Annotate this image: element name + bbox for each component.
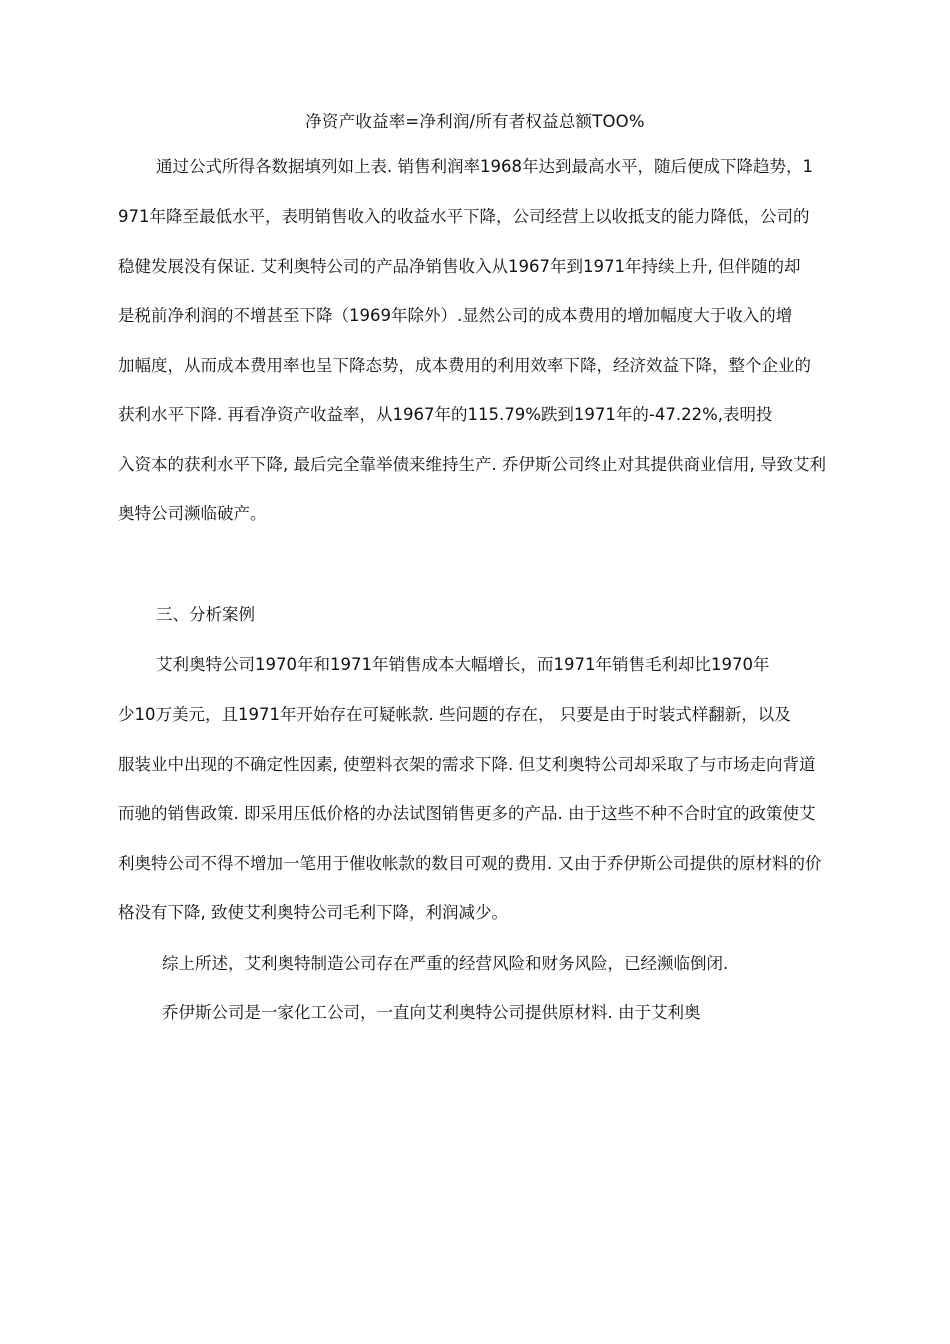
paragraph-line: 乔伊斯公司是一家化工公司，一直向艾利奥特公司提供原材料. 由于艾利奥	[162, 1003, 701, 1022]
paragraph-line: 是税前净利润的不增甚至下降（1969年除外）.显然公司的成本费用的增加幅度大于收入的增	[118, 306, 793, 325]
paragraph-line: 入资本的获利水平下降, 最后完全靠举债来维持生产. 乔伊斯公司终止对其提供商业信用, 导致艾利	[118, 455, 826, 474]
paragraph-line: 971年降至最低水平，表明销售收入的收益水平下降，公司经营上以收抵支的能力降低，公司的	[118, 207, 810, 226]
paragraph-line: 奥特公司濒临破产。	[118, 504, 267, 523]
paragraph-line: 服装业中出现的不确定性因素, 使塑料衣架的需求下降. 但艾利奥特公司却采取了与市场走向背道	[118, 755, 816, 774]
paragraph-line: 利奥特公司不得不增加一笔用于催收帐款的数目可观的费用. 又由于乔伊斯公司提供的原材料的价	[118, 854, 822, 873]
paragraph-line: 通过公式所得各数据填列如上表. 销售利润率1968年达到最高水平，随后便成下降趋势，1	[156, 157, 813, 176]
paragraph-line: 艾利奥特公司1970年和1971年销售成本大幅增长，而1971年销售毛利却比1970年	[156, 655, 770, 674]
paragraph-line: 而驰的销售政策. 即采用压低价格的办法试图销售更多的产品. 由于这些不种不合时宜的政策使艾	[118, 804, 816, 823]
paragraph-line: 少10万美元，且1971年开始存在可疑帐款. 些问题的存在， 只要是由于时装式样翻新，以及	[118, 705, 791, 724]
summary-line: 综上所述，艾利奥特制造公司存在严重的经营风险和财务风险，已经濒临倒闭.	[162, 954, 729, 973]
paragraph-line: 加幅度，从而成本费用率也呈下降态势，成本费用的利用效率下降，经济效益下降，整个企业的	[118, 356, 811, 375]
formula-line: 净资产收益率=净利润/所有者权益总额TOO%	[305, 112, 645, 131]
paragraph-line: 稳健发展没有保证. 艾利奥特公司的产品净销售收入从1967年到1971年持续上升, 但伴随的却	[118, 257, 801, 276]
section-heading: 三、分析案例	[156, 605, 255, 624]
paragraph-line: 格没有下降, 致使艾利奥特公司毛利下降，利润减少。	[118, 903, 508, 922]
paragraph-line: 获利水平下降. 再看净资产收益率，从1967年的115.79%跌到1971年的-47.22%,表明投	[118, 405, 773, 424]
